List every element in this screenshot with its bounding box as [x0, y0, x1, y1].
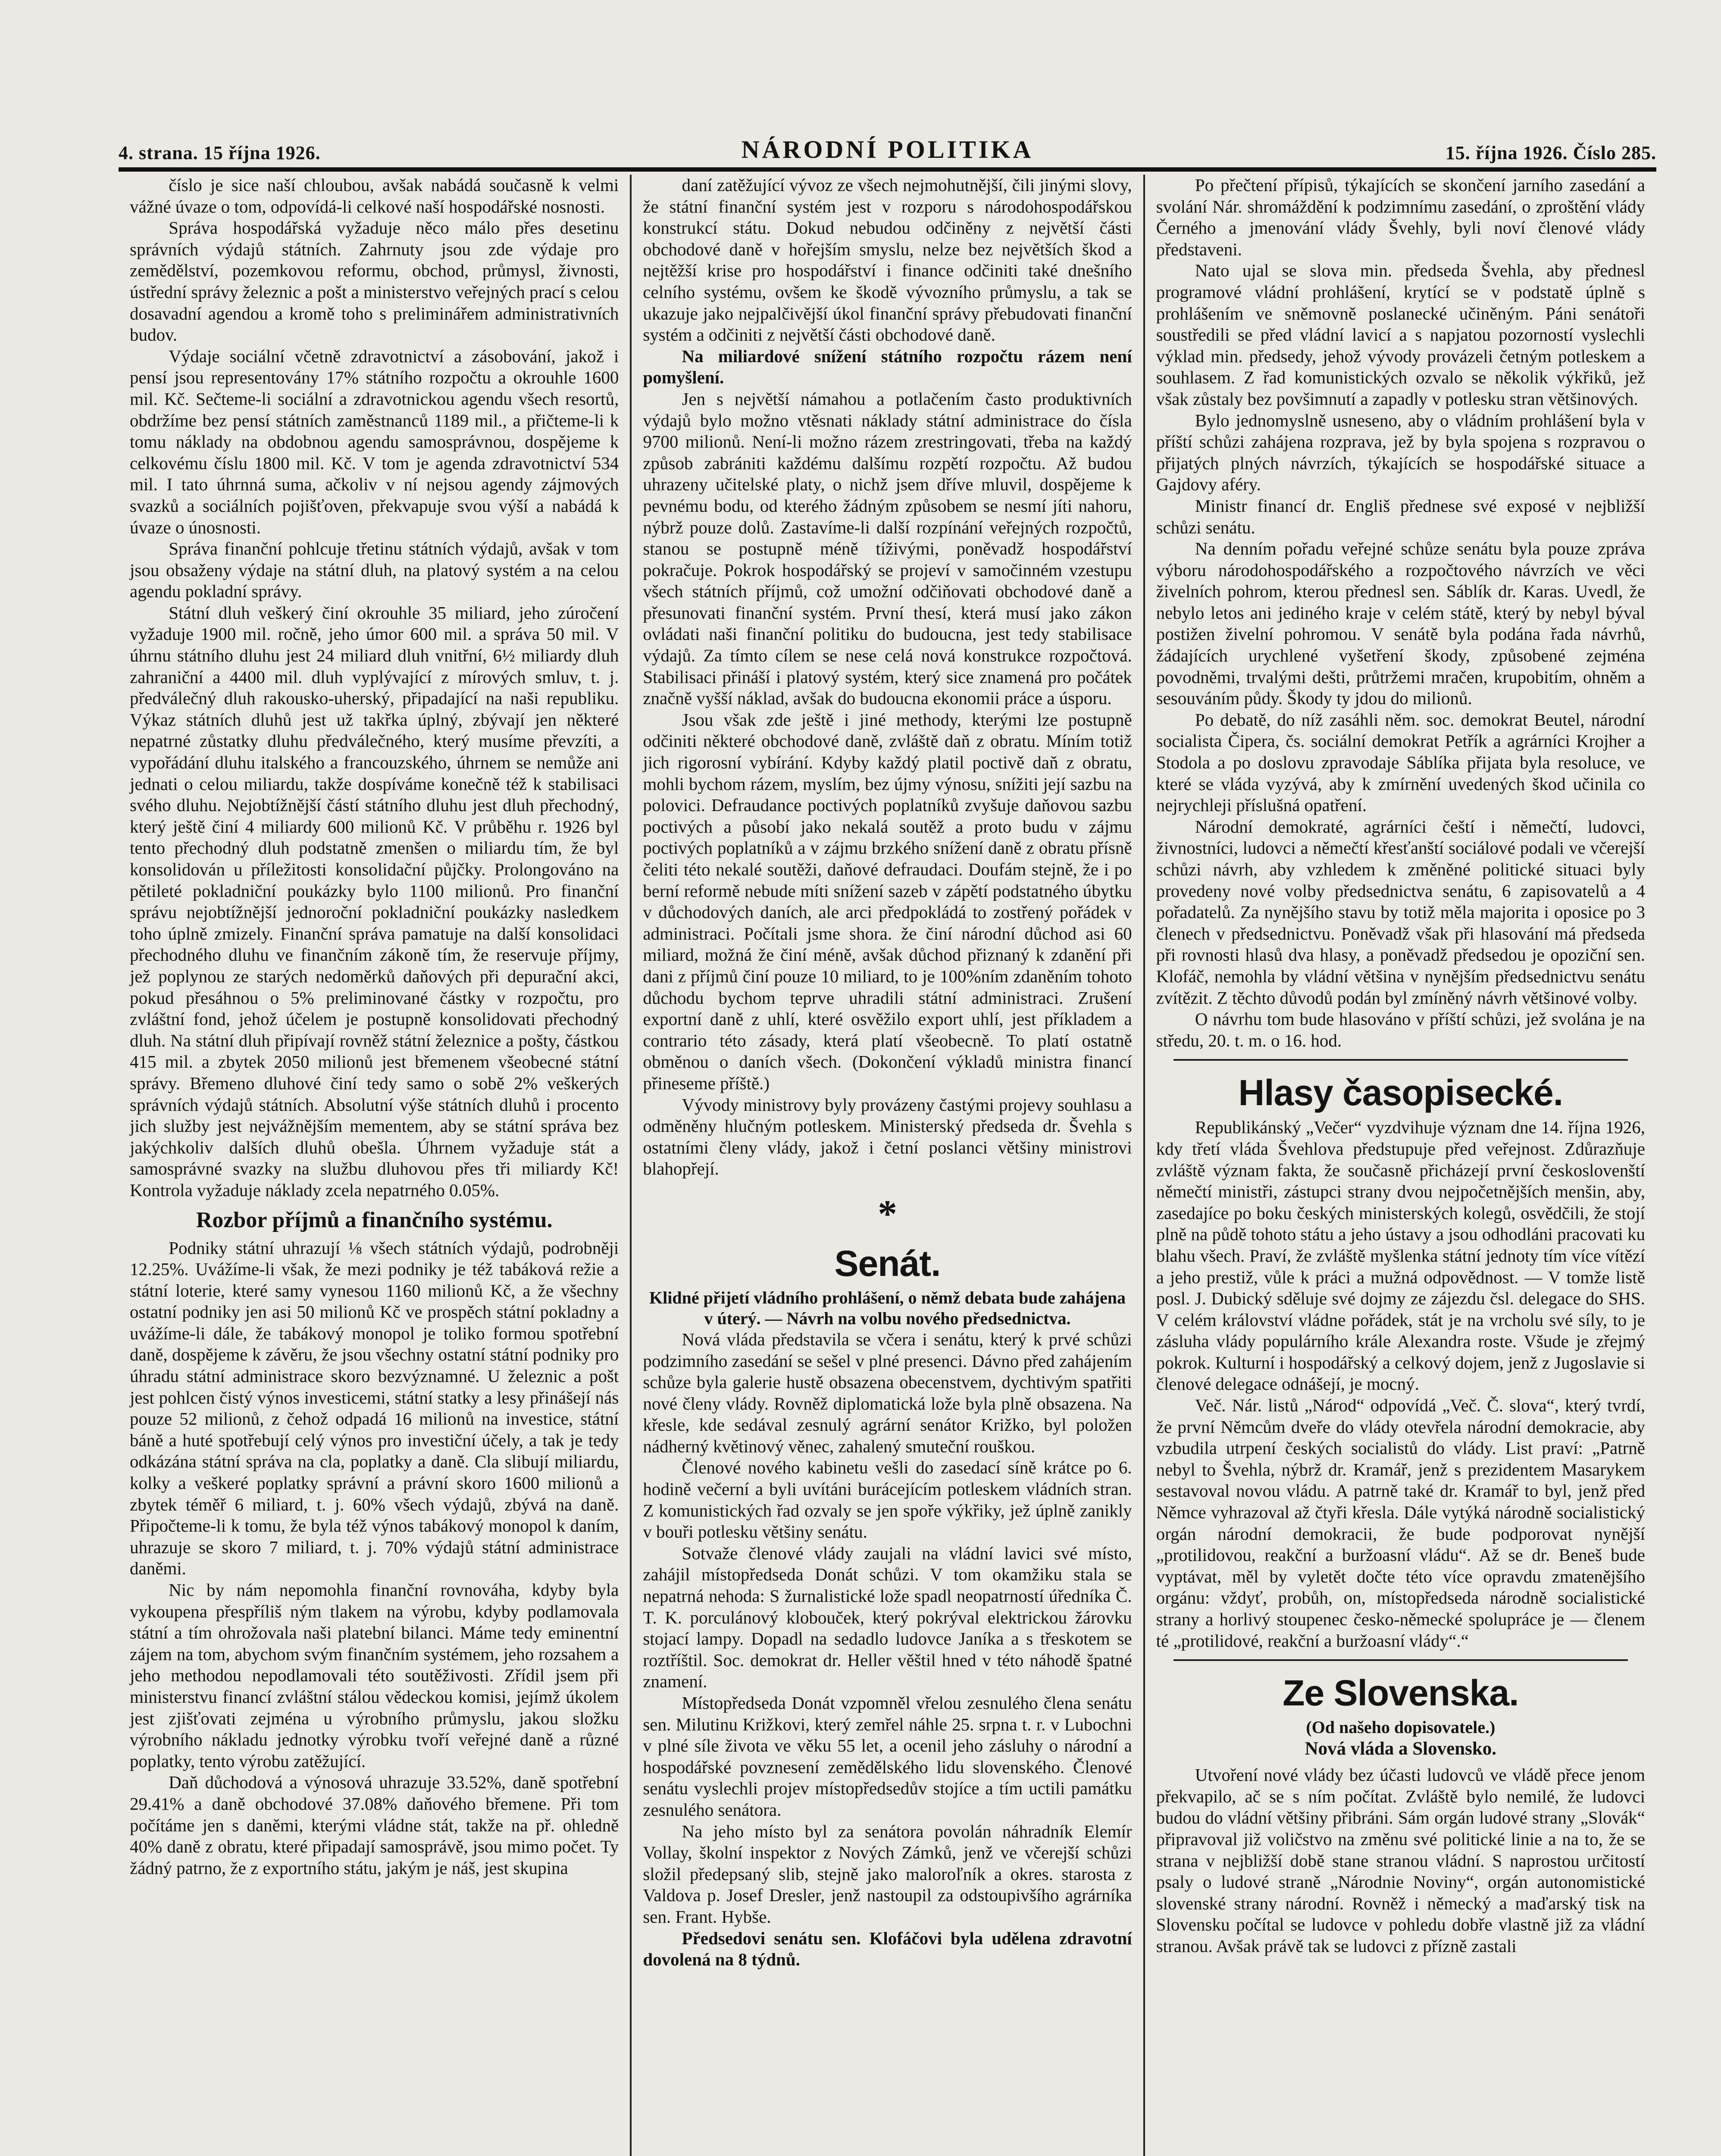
- article-paragraph: Výdaje sociální včetně zdravotnictví a zásobování, jakož i pensí jsou representovány 17% státního rozpočtu a okrouhle 1600 mil. Kč. Sečteme-li sociální a zdravotnickou agendu všech resortů, obdržíme bez pensí státních zaměstnanců 1189 mil., a přičteme-li k tomu náklady na obdobnou agendu samosprávnou, dospějeme k celkovému číslu 1800 mil. Kč. V tom je agenda zdravotnictví 534 mil. I tato úhrnná suma, ačkoliv v ní nejsou agendy zájmových svazků a sociálních pojišťoven, překvapuje svou výší a nabádá k úvaze o únosnosti.: [130, 346, 619, 537]
- article-paragraph: Republikánský „Večer“ vyzdvihuje význam dne 14. října 1926, kdy třetí vláda Švehlova předstupuje před veřejnost. Zdůrazňuje zvláště význam fakta, že současně přicházejí první českoslovenští němečtí ministři, zástupci strany dvou nejpočetnějších menšin, aby, zasedajíce po boku českých ministerských kolegů, osvědčili, že stojí plně na půdě tohoto státu a jeho ústavy a jsou odhodláni pracovati ku blahu všech. Praví, že zvláště myšlenka státní jednoty tím více vítězí a jeho prestiž, vůle k práci a mužná odpovědnost. — V tomže listě posl. J. Dubický sděluje své dojmy ze zájezdu čsl. delegace do SHS. V celém království vládne pořádek, stát je na vrcholu své síly, to je zásluha vlády populárního krále Alexandra roste. Všude je zřejmý pokrok. Kulturní i hospodářský a celkový dojem, jenž z Jugoslavie si členové delegace odnášejí, je mocný.: [1156, 1117, 1645, 1394]
- newspaper-title: NÁRODNÍ POLITIKA: [741, 135, 1034, 163]
- section-separator: *: [877, 1192, 897, 1235]
- article-paragraph: Správa hospodářská vyžaduje něco málo přes desetinu správních výdajů státních. Zahrnuty jsou zde výdaje pro zemědělství, pozemkovou reformu, obchod, průmysl, živnosti, ústřední správy železnic a pošt a ministerstvo veřejných prací s celou dosavadní agendou a kromě toho s preliminářem administrativních budov.: [130, 218, 619, 345]
- article-paragraph: Več. Nár. listů „Národ“ odpovídá „Več. Č. slova“, který tvrdí, že první Němcům dveře do vlády otevřela národní demokracie, aby vzbudila utrpení českých socialistů do vlády. List praví: „Patrně nebyl to Švehla, nýbrž dr. Kramář, jenž s prezidentem Masarykem sestavoval novou vládu. A patrně také dr. Kramář to byl, jenž před Němce vyhrazoval až čtyři křesla. Dále vytýká národně socialistický orgán národní demokracii, že bude podporovat nynější „protilidovou, reakční a buržoasní vládu“. Až se dr. Beneš bude vyptávat, měl by vyletět dočte této více opravdu zmatenějšího orgánu: vždyť, probůh, on, místopředseda národně socialistické strany a horlivý stoupenec česko-německé spolupráce je — členem té „protilidové, reakční a buržoasní vlády“.“: [1156, 1395, 1645, 1651]
- article-paragraph: Nic by nám nepomohla finanční rovnováha, kdyby byla vykoupena přespříliš ným tlakem na výrobu, kdyby podlamovala státní a tím ohrožovala naši platební bilanci. Máme tedy eminentní zájem na tom, abychom svým finančním systémem, jeho rozsahem a jeho methodou nepodlamovali této soutěživosti. Zřídil jsem při ministerstvu financí zvláštní stálou vědeckou komisi, jejímž úkolem jest zjišťovati zejména u výrobního průmyslu, jakou složku výrobního nákladu jednotky výrobku tvoří veřejné daně a různé poplatky, tento výrobu zatěžující.: [130, 1580, 619, 1771]
- article-paragraph: Jsou však zde ještě i jiné methody, kterými lze postupně odčiniti některé obchodové daně, zvláště daň z obratu. Míním totiž jich rigorosní vybírání. Kdyby každý platil poctivě daň z obratu, mohli bychom rázem, myslím, bez újmy výnosu, snížiti její sazbu na polovici. Defraudance poctivých poplatníků zvyšuje daňovou sazbu poctivých a působí jako nekalá soutěž a proto budu v zájmu poctivých poplatníků a v zájmu brzkého snížení daně z obratu přísně čeliti této nekalé soutěži, daňové defraudaci. Doufám stejně, že i po berní reformě nebude míti snížení sazeb v zápětí podstatného úbytku v důchodových daních, ale arci předpokládá to zostřený pořádek v administraci. Počítali jsme shora. že činí národní důchod asi 60 miliard, možná že činí méně, avšak důchod přiznaný k zdanění při dani z příjmů činí pouze 10 miliard, to je 100%ním zdaněním tohoto důchodu bychom teprve uhradili státní administraci. Zrušení exportní daně z uhlí, které osvěžilo export uhlí, jest příkladem a contrario této zásady, která platí všeobecně. To platí ostatně obměnou o daních všech. (Dokončení výkladů ministra financí přineseme příště.): [643, 709, 1132, 1093]
- column-3: [1143, 175, 1656, 2156]
- section-heading-slovensko: Ze Slovenska.: [1283, 1673, 1519, 1714]
- article-paragraph: daní zatěžující vývoz ze všech nejmohutnější, čili jinými slovy, že státní finanční systém jest v rozporu s národohospodářskou konstrukcí státu. Dokud nebudou odčiněny z největší části obchodové daně v hořejším smyslu, nelze bez největších škod a nejtěžší krise pro hospodářství i finance odčiniti také dnešního celního systému, ovšem ke škodě vývozního průmyslu, a tak se ukazuje jako nejpalčivější úkol finanční správy přebudovati finanční systém a odčiniti z největší části obchodové daně.: [643, 175, 1132, 345]
- section-heading-senat: Senát.: [834, 1243, 941, 1284]
- article-title: Nová vláda a Slovensko.: [1305, 1739, 1497, 1759]
- article-paragraph: Místopředseda Donát vzpomněl vřelou zesnulého člena senátu sen. Milutinu Križkovi, který zemřel náhle 25. srpna t. r. v Lubochni v plné síle života ve věku 55 let, a ocenil jeho zásluhy o národní a hospodářské povznesení zemědělského lidu slovenského. Členové senátu vyslechli projev místopředsedův stojíce a tím uctili památku zesnulého senátora.: [643, 1693, 1132, 1820]
- article-paragraph: Utvoření nové vlády bez účasti ludovců ve vládě přece jenom překvapilo, ač se s ním počítat. Zvláště bylo nemilé, že ludovci budou do vládní většiny přibráni. Sám orgán ludové strany „Slovák“ připravoval již voličstvo na změnu své politické linie a na to, že se strana v nejbližší době stane stranou vládní. S naprostou určitostí psaly o ludové straně „Národnie Noviny“, orgán autonomistické slovenské strany národní. Rovněž i německý a maďarský tisk na Slovensku počítal se ludovce v pohledu dobře vlastně již za vládní stranou. Avšak právě tak se ludovci z přízně zastali: [1156, 1765, 1645, 1956]
- article-paragraph: Bylo jednomyslně usneseno, aby o vládním prohlášení byla v příští schůzi zahájena rozprava, jež by byla spojena s rozpravou o přijatých plných návrzích, týkajících se hospodářské situace a Gajdovy aféry.: [1156, 410, 1645, 495]
- article-paragraph: Po přečtení přípisů, týkajících se skončení jarního zasedání a svolání Nár. shromáždění k podzimnímu zasedání, o zproštění vlády Černého a jmenování vlády Švehly, byli noví členové vlády představeni.: [1156, 175, 1645, 259]
- columns: [119, 175, 1656, 2156]
- article-paragraph: číslo je sice naší chloubou, avšak nabádá současně k velmi vážné úvaze o tom, odpovídá-li celkové naší hospodářské nosnosti.: [130, 175, 619, 216]
- section-heading: Rozbor příjmů a finančního systému.: [196, 1207, 553, 1232]
- section-divider: [1173, 1059, 1628, 1061]
- section-divider: [1173, 1659, 1628, 1661]
- article-paragraph: Daň důchodová a výnosová uhrazuje 33.52%, daně spotřební 29.41% a daně obchodové 37.08% daňového břemene. Při tom počítáme jen s daněmi, kterými vládne stát, takže na př. ohledně 40% daně z obratu, které připadají samosprávě, jsou mimo počet. Ty žádný patrno, že z exportního státu, jakým je náš, jest skupina: [130, 1772, 619, 1878]
- section-subheading: Klidné přijetí vládního prohlášení, o němž debata bude zahájena v úterý. — Návrh na volbu nového předsednictva.: [649, 1288, 1126, 1328]
- article-paragraph: Podniky státní uhrazují ⅛ všech státních výdajů, podrobněji 12.25%. Uvážíme-li však, že mezi podniky je též tabáková režie a státní loterie, které samy vynesou 1160 milionů Kč, a že všechny ostatní podniky jen asi 50 milionů Kč ve prospěch státní pokladny a uvážíme-li dále, že tabákový monopol je toliko formou spotřební daně, dospějeme k závěru, že jsou všechny ostatní státní podniky pro úhradu státní administrace skoro bezvýznamné. U železnic a pošt jest pohlcen čistý výnos investicemi, státní statky a lesy přinášejí nás pouze 52 milionů, z čehož odpadá 16 milionů na investice, státní báně a huté spotřebují celý výnos pro investiční účely, a tak je tedy odkázána státní správa na cla, poplatky a daně. Cla slibují miliardu, kolky a veškeré poplatky správní a právní skoro 1600 milionů a zbytek téměř 6 miliard, t. j. 60% všech výdajů, zbývá na daně. Připočteme-li k tomu, že byla též výnos tabákový monopol k daním, uhrazuje se skoro 7 miliard, t. j. 70% výdajů státní administrace daněmi.: [130, 1238, 619, 1579]
- column-2: [630, 175, 1143, 2156]
- section-heading-hlasy: Hlasy časopisecké.: [1238, 1072, 1563, 1113]
- article-paragraph: Na miliardové snížení státního rozpočtu rázem není pomyšlení.: [643, 346, 1132, 388]
- article-paragraph: Členové nového kabinetu vešli do zasedací síně krátce po 6. hodině večerní a byli uvítáni burácejícím potleskem vládních stran. Z komunistických řad ozvaly se jen spoře výkřiky, jež úplně zanikly v bouři potlesku většiny senátu.: [643, 1457, 1132, 1542]
- article-paragraph: Na jeho místo byl za senátora povolán náhradník Elemír Vollay, školní inspektor z Nových Zámků, jenž ve včerejší schůzi složil předepsaný slib, stejně jako maloroľník a okres. starosta z Valdova p. Josef Dresler, jenž nastoupil za odstoupivšího agrárníka sen. Frant. Hybše.: [643, 1821, 1132, 1927]
- article-paragraph: Jen s největší námahou a potlačením často produktivních výdajů bylo možno vtěsnati náklady státní administrace do čísla 9700 milionů. Není-li možno rázem zrestringovati, třeba na každý způsob zabrániti každému dalšímu rozpětí rozpočtu. Až budou uhrazeny učitelské platy, o nichž jsem dříve mluvil, dospějeme k pevnému bodu, od kterého žádným způsobem se nesmí jíti nahoru, nýbrž pouze dolů. Zastavíme-li další rozpínání veřejných rozpočtů, stanou se postupně méně tíživými, poněvadž hospodářství pokračuje. Pokrok hospodářský se projeví v samočinném vzestupu všech státních příjmů, což umožní odčiňovati obchodové daně a přesunovati finanční systém. První thesí, která musí jako zákon ovládati naši finanční politiku do budoucna, jest tedy stabilisace výdajů. Za tímto cílem se nese celá nová konstrukce rozpočtová. Stabilisaci přináší i platový systém, který sice znamená pro počátek značně vyšší náklad, avšak do budoucna ekonomii práce a úsporu.: [643, 389, 1132, 708]
- article-paragraph: Státní dluh veškerý činí okrouhle 35 miliard, jeho zúročení vyžaduje 1900 mil. ročně, jeho úmor 600 mil. a správa 50 mil. V úhrnu státního dluhu jest 24 miliard dluh vnitřní, 6½ miliardy dluh zahraniční a 4400 mil. dluh vyplývající z mírových smluv, t. j. předválečný dluh rakousko-uherský, připadající na naši republiku. Výkaz státních dluhů jest už takřka úplný, zbývají jen některé nepatrné zůstatky dluhu předválečného, který musíme převzíti, a vypořádání dluhu italského a francouzského, úhrnem se nemůže ani jednati o celou miliardu, takže dospíváme konečně též k stabilisaci svého dluhu. Nejobtížnější částí státního dluhu jest dluh přechodný, který ještě činí 4 miliardy 600 milionů Kč. V průběhu r. 1926 byl tento přechodný dluh podstatně zmenšen o miliardu tím, že byl konsolidován u příležitosti konsolidační půjčky. Prolongováno na pětileté pokladniční poukázky bylo 1100 milionů. Pro finanční správu nejobtížnější jednoroční pokladniční poukázky nasledkem toho úplně zmizely. Finanční správa pamatuje na další konsolidaci přechodného dluhu ve finančním zákoně tím, že reservuje příjmy, jež poplynou ze starých nedoměrků daňových při depurační akci, pokud přesáhnou o 5% preliminované částky v rozpočtu, pro zvláštní fond, jehož účelem je postupně konsolidovati přechodný dluh. Na státní dluh připívají rovněž státní železnice a pošty, částkou 415 mil. a zbytek 2050 milionů jest břemenem všeobecné státní správy. Břemeno dluhové činí tedy samo o sobě 2% veškerých správních výdajů státních. Absolutní výše státních dluhů i procento jich služby jest nejvážnějším mementem, aby se státní správa bez jakýchkoliv dalších dluhů obešla. Úhrnem vyžaduje stát a samosprávné svazky na službu dluhovou přes tři miliardy Kč! Kontrola vyžaduje náklady zcela nepatrného 0.05%.: [130, 602, 619, 1200]
- header-right: 15. října 1926. Číslo 285.: [1445, 142, 1656, 163]
- article-paragraph: Správa finanční pohlcuje třetinu státních výdajů, avšak v tom jsou obsaženy výdaje na státní dluh, na platový systém a na celou agendu pokladní správy.: [130, 539, 619, 602]
- article-paragraph: O návrhu tom bude hlasováno v příští schůzi, jež svolána je na středu, 20. t. m. o 16. hod.: [1156, 1009, 1645, 1050]
- header-left: 4. strana. 15 října 1926.: [119, 142, 321, 163]
- page-header: [119, 129, 1656, 164]
- article-paragraph: Nová vláda představila se včera i senátu, který k prvé schůzi podzimního zasedání se sešel v plné presenci. Dávno před zahájením schůze byla galerie hustě obsazena obecenstvem, dychtivým spatřiti nové členy vlády. Rovněž diplomatická lože byla plně obsazena. Na křesle, kde sedával zesnulý agrární senátor Križko, byl položen nádherný květinový věnec, zahalený smuteční rouškou.: [643, 1329, 1132, 1456]
- article-paragraph: Nato ujal se slova min. předseda Švehla, aby přednesl programové vládní prohlášení, krytící se v podstatě úplně s prohlášením ve sněmovně poslanecké učiněným. Páni senátoři soustředili se před vládní lavicí a s napjatou pozorností vyslechli výklad min. předsedy, jehož vývody provázeli četným potleskem a souhlasem. Z řad komunistických ozvalo se několik výkřiků, jež však zůstaly bez povšimnutí a zapadly v potlesku stran většinových.: [1156, 260, 1645, 409]
- article-paragraph: Národní demokraté, agrárníci čeští i němečtí, ludovci, živnostníci, ludovci a němečtí křesťanští sociálové podali ve včerejší schůzi návrh, aby vzhledem k změněné politické situaci byly provedeny nové volby předsednictva senátu, 6 zapisovatelů a 4 pořadatelů. Za nynějšího stavu by totiž měla majorita i oposice po 3 členech v předsednictvu. Poněvadž však při hlasování má předseda při rovnosti hlasů dva hlasy, a poněvadž předsedou je opoziční sen. Klofáč, nemohla by vládní většina v nynějším předsednictvu senátu zvítězit. Z těchto důvodů podán byl zmíněný návrh většinové volby.: [1156, 816, 1645, 1008]
- article-paragraph: Vývody ministrovy byly provázeny častými projevy souhlasu a odměněny hlučným potleskem. Ministerský předseda dr. Švehla s ostatními členy vlády, jakož i četní poslanci většiny ministrovi blahopřejí.: [643, 1094, 1132, 1179]
- column-1: [119, 175, 630, 2156]
- header-rule: [119, 167, 1656, 172]
- article-paragraph: Ministr financí dr. Engliš přednese své exposé v nejbližší schůzi senátu.: [1156, 495, 1645, 537]
- article-paragraph: Předsedovi senátu sen. Klofáčovi byla udělena zdravotní dovolená na 8 týdnů.: [643, 1928, 1132, 1970]
- section-subheading: (Od našeho dopisovatele.): [1306, 1717, 1496, 1737]
- article-paragraph: Sotvaže členové vlády zaujali na vládní lavici své místo, zahájil místopředseda Donát schůzi. V tom okamžiku stala se nepatrná nehoda: S žurnalistické lože spadl neopatrností úředníka Č. T. K. porculánový klobouček, který pokrýval elektrickou žárovku stojací lampy. Dopadl na sedadlo ludovce Janíka a s třeskotem se roztříštil. Soc. demokrat dr. Heller věštil hned v této náhodě špatné znamení.: [643, 1543, 1132, 1692]
- article-paragraph: Po debatě, do níž zasáhli něm. soc. demokrat Beutel, národní socialista Čipera, čs. sociální demokrat Petřík a agrárníci Krojher a Stodola a po doslovu zpravodaje Sáblíka přijata byla resoluce, ve které se vláda vyzývá, aby k zmírnění uvedených škod učinila co nejrychleji příslušná opatření.: [1156, 709, 1645, 815]
- article-paragraph: Na denním pořadu veřejné schůze senátu byla pouze zpráva výboru národohospodářského a rozpočtového návrzích ve věci živelních pohrom, kterou přednesl sen. Sáblík dr. Karas. Uvedl, že nebylo letos ani jediného kraje v celém státě, který by nebyl býval postižen živelní pohromou. V senátě byla podána řada návrhů, žádajících urychlené vyšetření škody, způsobené zejména povodněmi, trvalými dešti, průtržemi mračen, krupobitím, ohněm a sesouváním půdy. Škody ty jdou do milionů.: [1156, 539, 1645, 708]
